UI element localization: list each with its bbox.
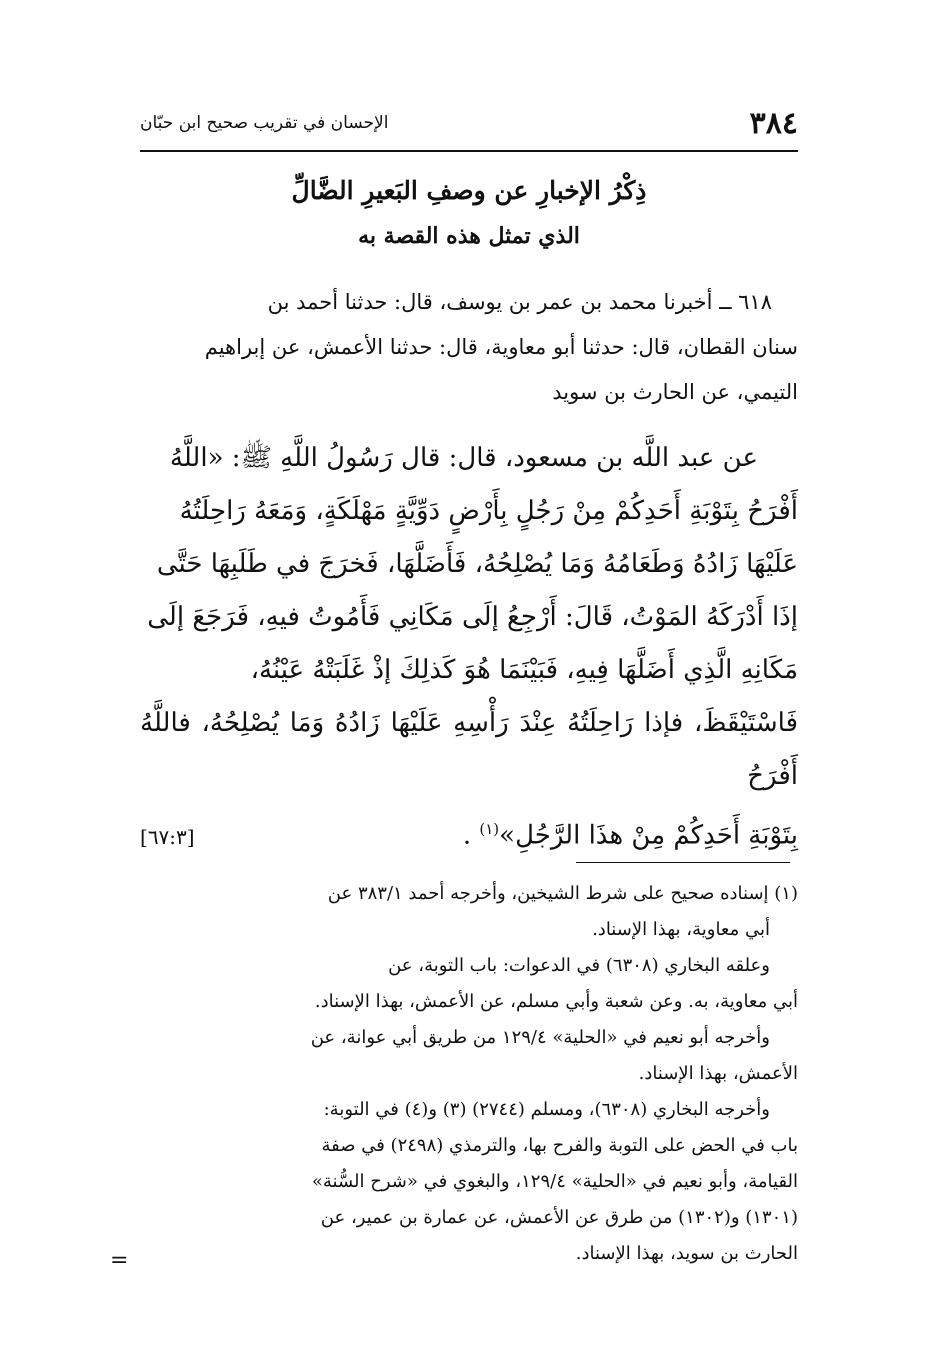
chapter-title-line-1: ذِكْرُ الإخبارِ عن وصفِ البَعيرِ الضَّالِّ <box>291 176 647 205</box>
footnote-line: (١) إسناده صحيح على شرط الشيخين، وأخرجه أحمد ٣٨٣/١ عن <box>327 883 798 904</box>
hadith-text <box>140 432 798 864</box>
continuation-mark: = <box>110 1248 129 1273</box>
footnotes <box>140 876 798 1272</box>
footnote-line: وعلقه البخاري (٦٣٠٨) في الدعوات: باب التوبة، عن <box>388 955 770 976</box>
footnote-line: الحارث بن سويد، بهذا الإسناد. <box>575 1243 798 1264</box>
hadith-line: مَكَانِهِ الَّذِي أَضَلَّهَا فِيهِ، فَبَيْنَمَا هُوَ كَذلِكَ إذْ غَلَبَتْهُ عَيْنُهُ، <box>250 655 798 685</box>
hadith-line: أَفْرَحُ بِتَوْبَةِ أَحَدِكُمْ مِنْ رَجُلٍ بِأَرْضٍ دَوِّيَّةٍ مَهْلَكَةٍ، وَمَعَهُ رَاحِلَتُهُ <box>179 496 798 526</box>
chapter-title-line-2: الذي تمثل هذه القصة به <box>358 223 580 249</box>
footnote-reference[interactable]: (١) <box>479 820 500 838</box>
footnote-line: وأخرجه البخاري (٦٣٠٨)، ومسلم (٢٧٤٤) (٣) و(٤) في التوبة: <box>323 1099 770 1120</box>
footnote-line: أبي معاوية، به. وعن شعبة وأبي مسلم، عن الأعمش، بهذا الإسناد. <box>314 991 798 1012</box>
chapter-title <box>140 168 798 258</box>
footnote-line: وأخرجه أبو نعيم في «الحلية» ١٢٩/٤ من طريق أبي عوانة، عن <box>310 1027 770 1048</box>
citation-reference: [٦٧:٣] <box>140 824 195 849</box>
footnote-line: القيامة، وأبو نعيم في «الحلية» ١٢٩/٤، والبغوي في «شرح السُّنة» <box>311 1171 798 1192</box>
isnad-line: ٦١٨ ــ أخبرنا محمد بن عمر بن يوسف، قال: حدثنا أحمد بن <box>267 290 772 314</box>
isnad-paragraph <box>140 280 798 415</box>
hadith-line: فَاسْتَيْقَظَ، فإذا رَاحِلَتُهُ عِنْدَ رَأْسِهِ عَلَيْهَا زَادُهُ وَمَا يُصْلِحُهُ، فاللَّهُ أَفْرَحُ <box>140 708 798 791</box>
footnote-line: الأعمش، بهذا الإسناد. <box>638 1063 798 1084</box>
hadith-last-line <box>140 803 798 864</box>
footnote-line: أبي معاوية، بهذا الإسناد. <box>592 919 770 940</box>
footnote-rule <box>576 862 790 863</box>
header-rule <box>140 150 798 152</box>
hadith-line: عَلَيْهَا زَادُهُ وَطَعَامُهُ وَمَا يُصْلِحُهُ، فَأَضَلَّهَا، فَخرَجَ في طَلَبِهَا حَتَّى <box>156 549 798 579</box>
footnote-line: (١٣٠١) و(١٣٠٢) من طرق عن الأعمش، عن عمارة بن عمير، عن <box>320 1207 798 1228</box>
page-number: ٣٨٤ <box>749 105 798 141</box>
hadith-line: إذَا أَدْرَكَهُ المَوْتُ، قَالَ: أَرْجِعُ إلَى مَكَانِي فَأَمُوتُ فيهِ، فَرَجَعَ إلَى <box>147 602 798 632</box>
isnad-line: التيمي، عن الحارث بن سويد <box>552 380 798 404</box>
running-title: الإحسان في تقريب صحيح ابن حبّان <box>140 113 389 133</box>
isnad-line: سنان القطان، قال: حدثنا أبو معاوية، قال: حدثنا الأعمش، عن إبراهيم <box>204 335 798 359</box>
end-dot: . <box>462 820 472 851</box>
footnote-line: باب في الحض على التوبة والفرح بها، والترمذي (٢٤٩٨) في صفة <box>321 1135 798 1156</box>
hadith-line-end <box>463 803 798 863</box>
running-header <box>140 98 798 148</box>
hadith-line: عن عبد اللَّه بن مسعود، قال: قال رَسُولُ اللَّهِ ﷺ: «اللَّهُ <box>169 443 758 473</box>
hadith-line: بِتَوْبَةِ أَحَدِكُمْ مِنْ هذَا الرَّجُلِ» <box>499 820 798 851</box>
